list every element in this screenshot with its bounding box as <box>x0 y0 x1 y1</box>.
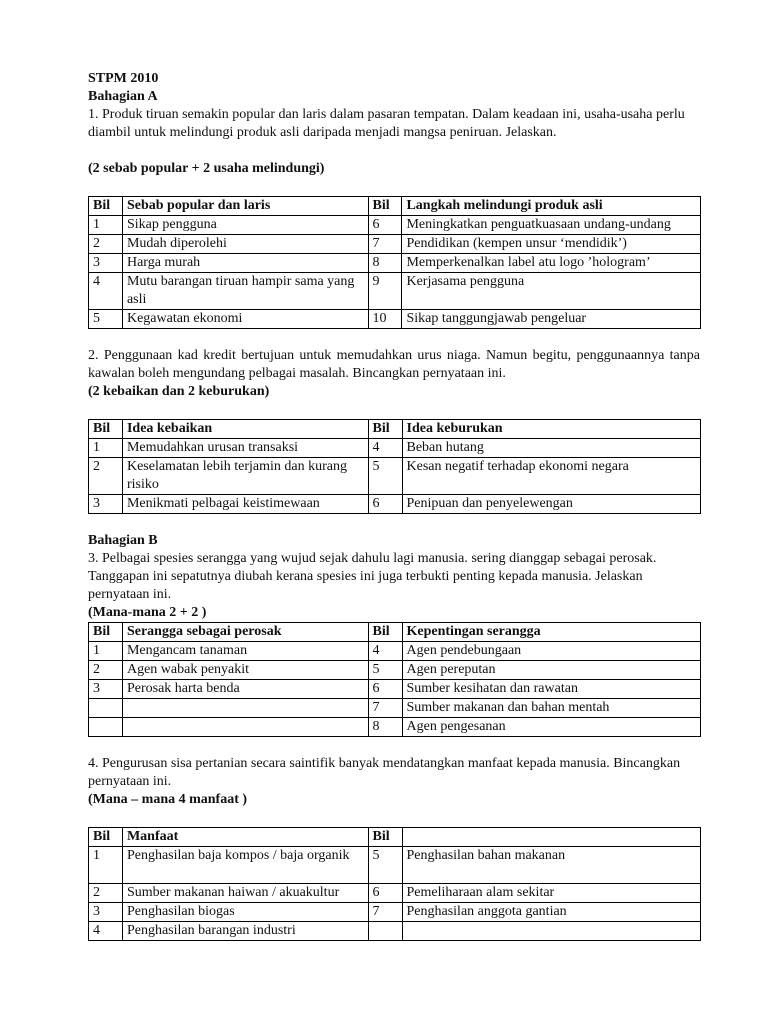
question-1-text: 1. Produk tiruan semakin popular dan laris dalam pasaran tempatan. Dalam keadaan ini, usaha-usaha perlu diambil untuk melindungi produk asli daripada menjadi mangsa peniruan. Jelaskan. <box>88 107 685 140</box>
table-cell: 1 <box>89 216 123 235</box>
table-cell: 2 <box>89 661 123 680</box>
table-cell: 1 <box>89 642 123 661</box>
header-cell: Bil <box>368 623 402 642</box>
table-row <box>89 680 701 699</box>
table-cell: Penipuan dan penyelewengan <box>402 495 701 514</box>
table-cell: 9 <box>368 273 402 310</box>
table-cell: 3 <box>89 495 123 514</box>
table-cell: 7 <box>368 235 402 254</box>
table-row <box>89 903 701 922</box>
table-cell <box>368 922 402 941</box>
question-3-table <box>88 622 701 737</box>
table-cell: 3 <box>89 680 123 699</box>
table-cell: Meningkatkan penguatkuasaan undang-undang <box>402 216 701 235</box>
table-cell: Pemeliharaan alam sekitar <box>402 884 701 903</box>
table-cell <box>89 699 123 718</box>
table-cell: 2 <box>89 458 123 495</box>
table-cell: Agen pereputan <box>402 661 701 680</box>
table-cell: Sumber makanan haiwan / akuakultur <box>122 884 368 903</box>
header-cell: Serangga sebagai perosak <box>122 623 368 642</box>
header-cell: Sebab popular dan laris <box>122 197 368 216</box>
table-cell: 4 <box>368 642 402 661</box>
question-1-table <box>88 196 701 329</box>
table-cell: 1 <box>89 847 123 884</box>
table-row <box>89 718 701 737</box>
question-4-text: 4. Pengurusan sisa pertanian secara saintifik banyak mendatangkan manfaat kepada manusia. Bincangkan pernyataan ini. <box>88 756 681 789</box>
question-2-marks: (2 kebaikan dan 2 keburukan) <box>88 384 270 399</box>
table-cell: Sikap tanggungjawab pengeluar <box>402 310 701 329</box>
header-cell: Bil <box>368 197 402 216</box>
question-2-table <box>88 419 701 514</box>
table-row <box>89 884 701 903</box>
question-2-text: 2. Penggunaan kad kredit bertujuan untuk memudahkan urus niaga. Namun begitu, penggunaannya tanpa kawalan boleh mengundang pelbagai masalah. Bincangkan pernyataan ini. <box>88 348 700 381</box>
table-cell: Beban hutang <box>402 439 701 458</box>
table-cell: 6 <box>368 680 402 699</box>
table-row <box>89 922 701 941</box>
section-b-heading: Bahagian B <box>88 533 158 548</box>
table-header-row <box>89 197 701 216</box>
table-cell: 8 <box>368 254 402 273</box>
table-cell: 6 <box>368 495 402 514</box>
table-cell: Sikap pengguna <box>122 216 368 235</box>
table-cell: 5 <box>368 458 402 495</box>
table-cell: 8 <box>368 718 402 737</box>
header-cell: Idea kebaikan <box>122 420 368 439</box>
header-cell: Idea keburukan <box>402 420 701 439</box>
table-cell: 10 <box>368 310 402 329</box>
table-row <box>89 439 701 458</box>
table-row <box>89 310 701 329</box>
table-row <box>89 847 701 884</box>
table-cell: 6 <box>368 216 402 235</box>
table-cell: 3 <box>89 254 123 273</box>
table-row <box>89 642 701 661</box>
section-a-heading: Bahagian A <box>88 89 158 104</box>
table-cell: Sumber makanan dan bahan mentah <box>402 699 701 718</box>
question-3-marks: (Mana-mana 2 + 2 ) <box>88 605 207 620</box>
table-cell: Perosak harta benda <box>122 680 368 699</box>
table-cell: Penghasilan anggota gantian <box>402 903 701 922</box>
table-cell: Memperkenalkan label atu logo ’hologram’ <box>402 254 701 273</box>
table-cell: 5 <box>89 310 123 329</box>
table-cell: Agen pendebungaan <box>402 642 701 661</box>
table-row <box>89 458 701 495</box>
table-cell: Mengancam tanaman <box>122 642 368 661</box>
table-row <box>89 273 701 310</box>
table-cell: Mudah diperolehi <box>122 235 368 254</box>
table-row <box>89 495 701 514</box>
table-cell: Agen pengesanan <box>402 718 701 737</box>
question-1-marks: (2 sebab popular + 2 usaha melindungi) <box>88 161 325 176</box>
header-cell: Bil <box>368 420 402 439</box>
table-cell: Penghasilan bahan makanan <box>402 847 701 884</box>
header-cell: Langkah melindungi produk asli <box>402 197 701 216</box>
header-cell: Manfaat <box>122 828 368 847</box>
table-cell: 6 <box>368 884 402 903</box>
header-cell: Bil <box>89 197 123 216</box>
table-cell: 2 <box>89 235 123 254</box>
table-cell <box>402 922 701 941</box>
table-cell <box>122 699 368 718</box>
table-row <box>89 661 701 680</box>
table-cell: Sumber kesihatan dan rawatan <box>402 680 701 699</box>
header-cell: Bil <box>368 828 402 847</box>
table-cell: 5 <box>368 847 402 884</box>
table-cell: Kegawatan ekonomi <box>122 310 368 329</box>
table-cell: 4 <box>89 273 123 310</box>
table-row <box>89 235 701 254</box>
table-cell: 1 <box>89 439 123 458</box>
table-header-row <box>89 623 701 642</box>
table-cell: Memudahkan urusan transaksi <box>122 439 368 458</box>
question-4-marks: (Mana – mana 4 manfaat ) <box>88 792 248 807</box>
table-header-row <box>89 828 701 847</box>
table-cell: Pendidikan (kempen unsur ‘mendidik’) <box>402 235 701 254</box>
header-cell: Bil <box>89 623 123 642</box>
table-cell <box>122 718 368 737</box>
header-cell: Kepentingan serangga <box>402 623 701 642</box>
table-cell: Keselamatan lebih terjamin dan kurang risiko <box>122 458 368 495</box>
table-cell: 3 <box>89 903 123 922</box>
table-cell: Kerjasama pengguna <box>402 273 701 310</box>
table-cell: 2 <box>89 884 123 903</box>
table-row <box>89 216 701 235</box>
table-cell: 7 <box>368 903 402 922</box>
table-cell: 4 <box>89 922 123 941</box>
table-cell: Menikmati pelbagai keistimewaan <box>122 495 368 514</box>
document-title: STPM 2010 <box>88 71 159 86</box>
table-cell: Kesan negatif terhadap ekonomi negara <box>402 458 701 495</box>
table-cell: 4 <box>368 439 402 458</box>
table-cell: 5 <box>368 661 402 680</box>
table-cell: Mutu barangan tiruan hampir sama yang asli <box>122 273 368 310</box>
header-cell: Bil <box>89 828 123 847</box>
table-cell: Agen wabak penyakit <box>122 661 368 680</box>
table-cell: Penghasilan biogas <box>122 903 368 922</box>
document-page <box>88 70 700 941</box>
header-cell <box>402 828 701 847</box>
table-header-row <box>89 420 701 439</box>
table-row <box>89 699 701 718</box>
question-4-table <box>88 827 701 941</box>
question-3-text: 3. Pelbagai spesies serangga yang wujud sejak dahulu lagi manusia. sering dianggap sebagai perosak. Tanggapan ini sepatutnya diubah kerana spesies ini juga terbukti penting kepada manusia. Jelaskan pernyataan ini. <box>88 551 657 602</box>
table-cell: 7 <box>368 699 402 718</box>
table-row <box>89 254 701 273</box>
table-cell <box>89 718 123 737</box>
header-cell: Bil <box>89 420 123 439</box>
table-cell: Penghasilan baja kompos / baja organik <box>122 847 368 884</box>
table-cell: Penghasilan barangan industri <box>122 922 368 941</box>
table-cell: Harga murah <box>122 254 368 273</box>
